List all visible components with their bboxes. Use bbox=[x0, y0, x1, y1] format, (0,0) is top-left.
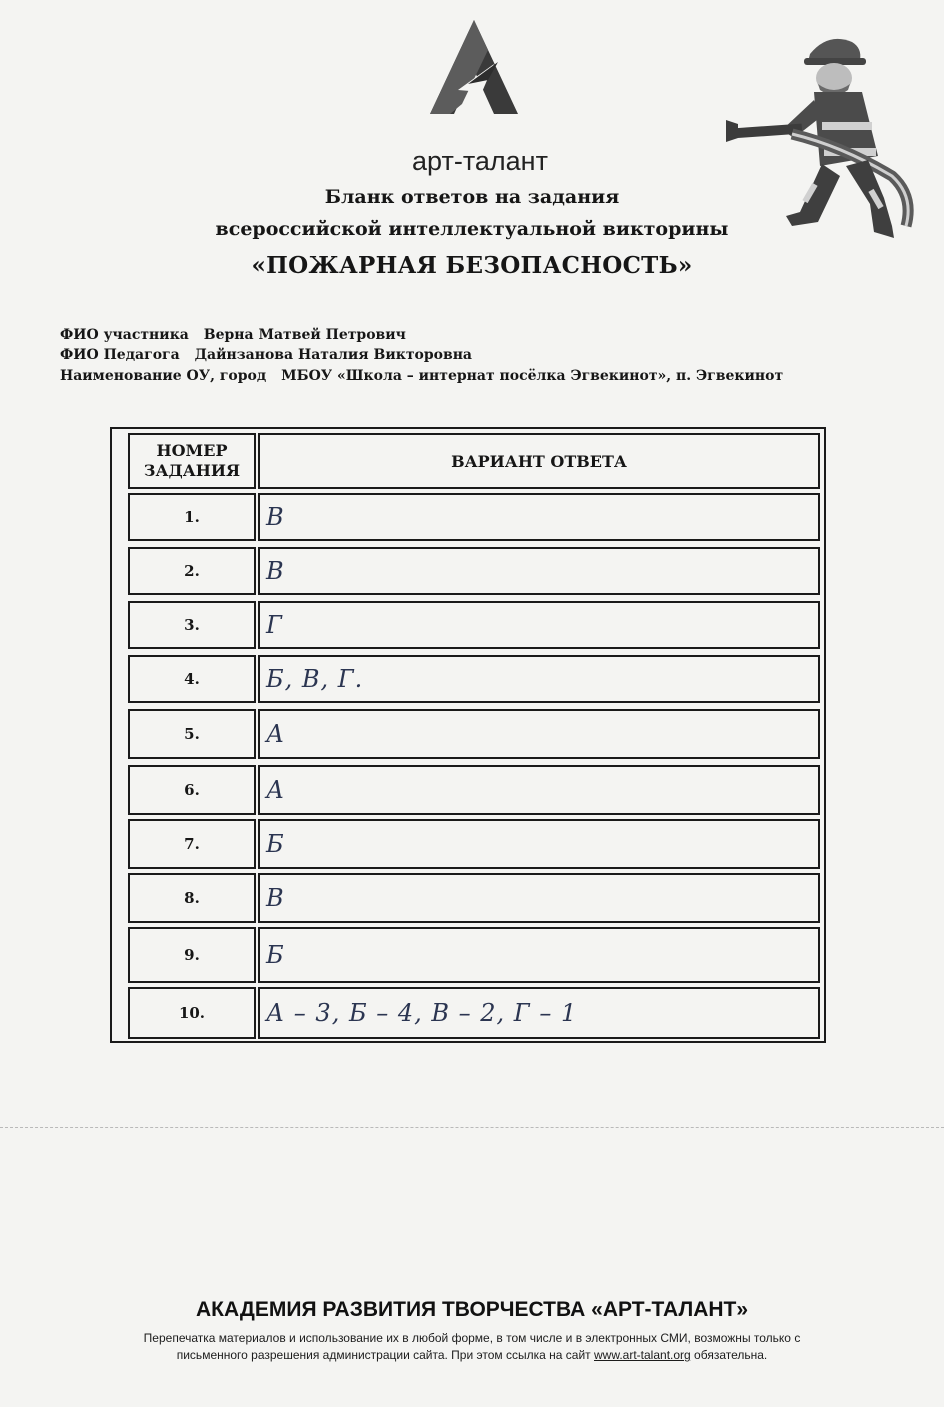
table-row bbox=[122, 765, 820, 815]
handwritten-answer: А bbox=[266, 720, 286, 748]
brand-name: арт-талант bbox=[412, 146, 548, 176]
answer-cell bbox=[258, 819, 820, 869]
task-number: 5. bbox=[128, 709, 256, 759]
table-row bbox=[122, 709, 820, 759]
task-number: 9. bbox=[128, 927, 256, 983]
copyright-note-text: письменного разрешения администрации сайта. При этом ссылка на сайт bbox=[176, 1348, 591, 1362]
answer-cell bbox=[258, 547, 820, 595]
answer-cell bbox=[258, 927, 820, 983]
answer-cell bbox=[258, 493, 820, 541]
task-number: 10. bbox=[128, 987, 256, 1039]
task-number: 2. bbox=[128, 547, 256, 595]
fold-line bbox=[0, 1127, 944, 1128]
answer-cell bbox=[258, 873, 820, 923]
answer-cell bbox=[258, 765, 820, 815]
handwritten-answer: Б bbox=[266, 941, 285, 969]
task-number: 3. bbox=[128, 601, 256, 649]
academy-title: АКАДЕМИЯ РАЗВИТИЯ ТВОРЧЕСТВА «АРТ-ТАЛАНТ» bbox=[195, 1298, 749, 1321]
answer-cell bbox=[258, 987, 820, 1039]
table-row bbox=[122, 493, 820, 541]
task-number: 1. bbox=[128, 493, 256, 541]
handwritten-answer: В bbox=[266, 884, 285, 912]
table-row bbox=[122, 601, 820, 649]
participant-name-line bbox=[60, 327, 406, 343]
handwritten-answer: Г bbox=[266, 611, 283, 639]
col-number-header bbox=[128, 433, 256, 489]
title-line-2: всероссийской интеллектуальной викторины bbox=[215, 218, 729, 240]
copyright-note-end: обязательна. bbox=[694, 1348, 768, 1362]
participant-name-label: ФИО участника bbox=[60, 327, 189, 343]
col-number-header-line1: НОМЕР bbox=[156, 441, 228, 460]
answer-cell bbox=[258, 601, 820, 649]
handwritten-answer: В bbox=[266, 503, 285, 531]
task-number: 4. bbox=[128, 655, 256, 703]
school-value: МБОУ «Школа – интернат посёлка Эгвекинот», п. Эгвекинот bbox=[281, 368, 784, 384]
quiz-title: «ПОЖАРНАЯ БЕЗОПАСНОСТЬ» bbox=[251, 252, 693, 279]
table-row bbox=[122, 927, 820, 983]
col-answer-header: ВАРИАНТ ОТВЕТА bbox=[258, 433, 820, 489]
task-number: 7. bbox=[128, 819, 256, 869]
handwritten-answer: В bbox=[266, 557, 285, 585]
handwritten-answer: Б bbox=[266, 830, 285, 858]
table-row bbox=[122, 547, 820, 595]
task-number: 6. bbox=[128, 765, 256, 815]
firefighter-with-hose-icon bbox=[722, 26, 922, 248]
teacher-name-label: ФИО Педагога bbox=[60, 347, 180, 363]
table-header-row bbox=[122, 433, 820, 489]
participant-name-value: Верна Матвей Петрович bbox=[203, 327, 406, 343]
table-row bbox=[122, 655, 820, 703]
handwritten-answer: А – 3, Б – 4, В – 2, Г – 1 bbox=[266, 999, 578, 1027]
school-label: Наименование ОУ, город bbox=[60, 368, 267, 384]
teacher-name-line bbox=[60, 347, 472, 363]
copyright-note-line1: Перепечатка материалов и использование их в любой форме, в том числе и в электронных СМИ, возможны только с bbox=[143, 1331, 801, 1345]
copyright-note-line2 bbox=[40, 1348, 904, 1362]
teacher-name-value: Дайнзанова Наталия Викторовна bbox=[194, 347, 473, 363]
art-talant-logo-icon bbox=[428, 18, 520, 126]
handwritten-answer: Б, В, Г. bbox=[266, 665, 364, 693]
answers-table bbox=[110, 427, 826, 1043]
table-row bbox=[122, 873, 820, 923]
handwritten-answer: А bbox=[266, 776, 286, 804]
table-row bbox=[122, 987, 820, 1039]
table-row bbox=[122, 819, 820, 869]
col-number-header-line2: ЗАДАНИЯ bbox=[143, 461, 241, 480]
school-line bbox=[60, 368, 783, 384]
site-link[interactable]: www.art-talant.org bbox=[594, 1348, 691, 1362]
answer-cell bbox=[258, 655, 820, 703]
answer-cell bbox=[258, 709, 820, 759]
task-number: 8. bbox=[128, 873, 256, 923]
title-line-1: Бланк ответов на задания bbox=[324, 186, 620, 208]
